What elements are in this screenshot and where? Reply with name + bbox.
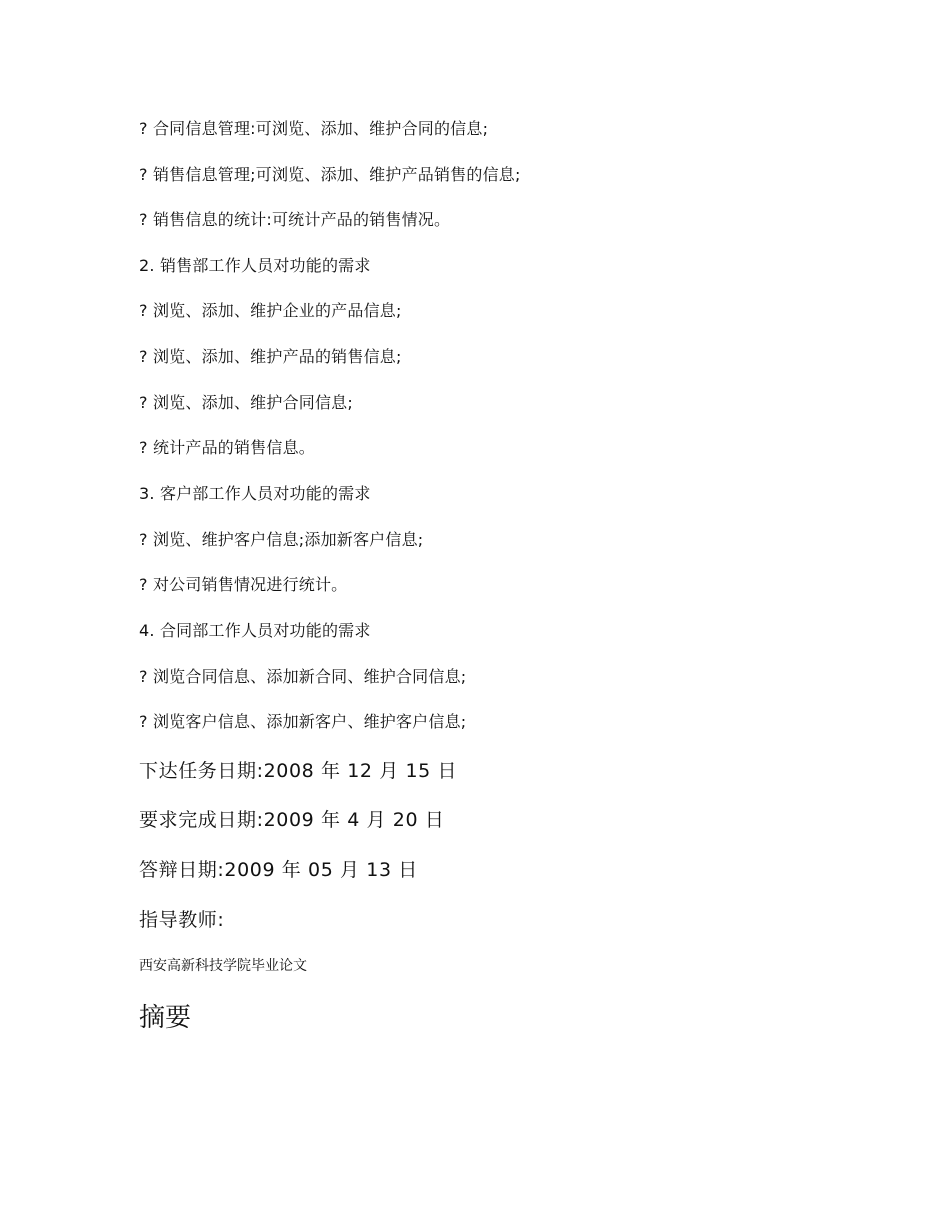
contract-management-item: ? 合同信息管理:可浏览、添加、维护合同的信息;	[139, 119, 489, 138]
thesis-footer-label: 西安高新科技学院毕业论文	[139, 958, 307, 974]
sales-product-info-item: ? 浏览、添加、维护企业的产品信息;	[139, 301, 402, 320]
defense-date: 答辩日期:2009 年 05 月 13 日	[139, 859, 418, 881]
sales-statistics-item: ? 销售信息的统计:可统计产品的销售情况。	[139, 210, 451, 229]
customer-contract-item: ? 浏览客户信息、添加新客户、维护客户信息;	[139, 712, 467, 731]
contract-info-item: ? 浏览合同信息、添加新合同、维护合同信息;	[139, 667, 467, 686]
sales-product-sales-item: ? 浏览、添加、维护产品的销售信息;	[139, 347, 402, 366]
sales-contract-item: ? 浏览、添加、维护合同信息;	[139, 393, 353, 412]
sales-department-heading: 2. 销售部工作人员对功能的需求	[139, 256, 371, 275]
abstract-heading: 摘要	[139, 1003, 192, 1033]
customer-info-item: ? 浏览、维护客户信息;添加新客户信息;	[139, 530, 424, 549]
completion-date: 要求完成日期:2009 年 4 月 20 日	[139, 809, 445, 831]
sales-statistics-need-item: ? 统计产品的销售信息。	[139, 438, 315, 457]
sales-management-item: ? 销售信息管理;可浏览、添加、维护产品销售的信息;	[139, 165, 521, 184]
contract-department-heading: 4. 合同部工作人员对功能的需求	[139, 621, 371, 640]
issue-date: 下达任务日期:2008 年 12 月 15 日	[139, 760, 458, 782]
company-sales-statistics-item: ? 对公司销售情况进行统计。	[139, 575, 348, 594]
advisor-label: 指导教师:	[139, 909, 225, 931]
customer-department-heading: 3. 客户部工作人员对功能的需求	[139, 484, 371, 503]
